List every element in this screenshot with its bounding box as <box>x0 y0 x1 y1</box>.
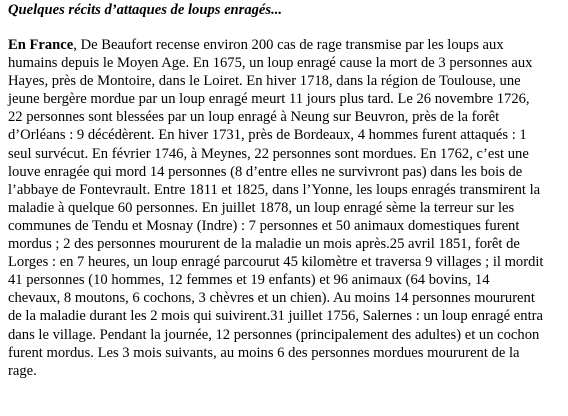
document-title: Quelques récits d’attaques de loups enragés... <box>8 2 283 18</box>
paragraph-line: chevaux, 8 moutons, 6 cochons, 3 chèvres et un chien). Au moins 14 personnes moururent <box>8 290 535 307</box>
paragraph-line: louve enragée qui mord 14 personnes (8 d’entre elles ne survivront pas) dans les bois de <box>8 163 523 180</box>
paragraph-line: 41 personnes (10 hommes, 12 femmes et 19 enfants) et 96 animaux (64 bovins, 14 <box>8 272 490 289</box>
paragraph-line: de la maladie durant les 2 mois qui suivirent.31 juillet 1756, Salernes : un loup enragé entra <box>8 308 543 325</box>
paragraph-line: 22 personnes sont blessées par un loup enragé à Neung sur Beuvron, près de la forêt <box>8 109 500 126</box>
paragraph-line: jeune bergère mordue par un loup enragé meurt 11 jours plus tard. Le 26 novembre 1726, <box>8 91 530 108</box>
paragraph-line: seul survécut. En février 1746, à Meynes, 22 personnes sont mordues. En 1762, c’est une <box>8 145 529 162</box>
paragraph-line: rage. <box>8 362 37 379</box>
paragraph-line: mordus ; 2 des personnes moururent de la maladie un mois après.25 avril 1851, forêt de <box>8 236 520 253</box>
paragraph-line-1-text: , De Beaufort recense environ 200 cas de rage transmise par les loups aux <box>73 37 504 53</box>
document-page <box>8 0 564 380</box>
paragraph-line: Lorges : en 7 heures, un loup enragé parcourut 45 kilomètre et traversa 9 villages ; il mordit <box>8 254 544 271</box>
document-paragraph <box>8 36 564 380</box>
paragraph-line: d’Orléans : 9 décédèrent. En hiver 1731, près de Bordeaux, 4 hommes furent attaqués : 1 <box>8 127 527 144</box>
paragraph-line: humains depuis le Moyen Age. En 1675, un loup enragé cause la mort de 3 personnes aux <box>8 55 533 72</box>
paragraph-line: communes de Tendu et Mosnay (Indre) : 7 personnes et 50 animaux domestiques furent <box>8 217 520 234</box>
lead-phrase: En France <box>8 37 74 53</box>
paragraph-line: l’abbaye de Fontevrault. Entre 1811 et 1825, dans l’Yonne, les loups enragés transmirent la <box>8 181 541 198</box>
paragraph-line: maladie à quelque 60 personnes. En juillet 1878, un loup enragé sème la terreur sur les <box>8 199 515 216</box>
paragraph-line: furent mordus. Les 3 mois suivants, au moins 6 des personnes mordues moururent de la <box>8 344 520 361</box>
paragraph-line: dans le village. Pendant la journée, 12 personnes (principalement des adultes) et un cochon <box>8 326 540 343</box>
paragraph-line-1 <box>8 36 564 54</box>
paragraph-line: Hayes, près de Montoire, dans le Loiret. En hiver 1718, dans la région de Toulouse, une <box>8 73 521 90</box>
